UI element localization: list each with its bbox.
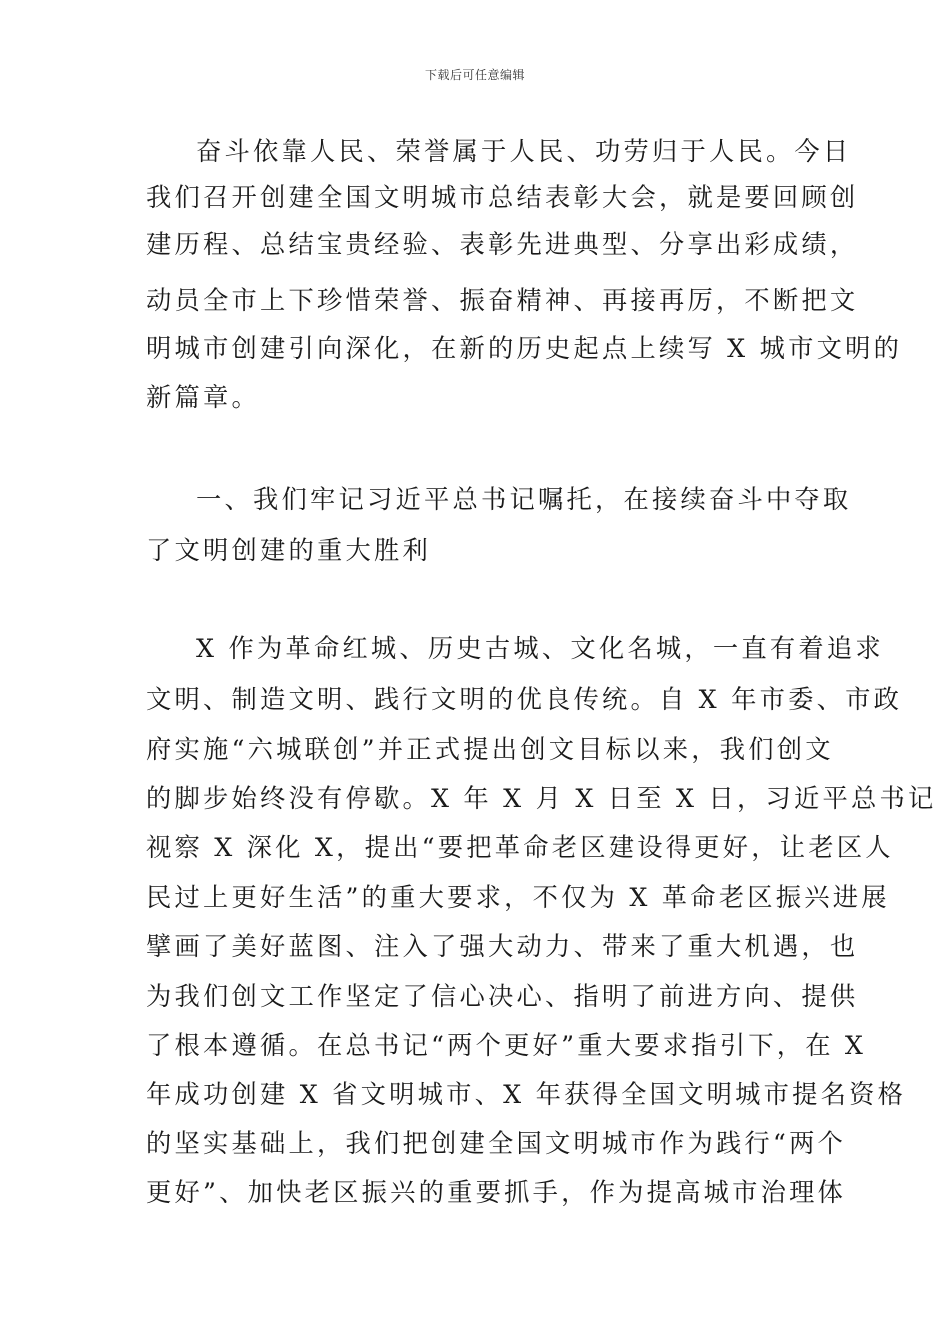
paragraph-3-line-7: 擘画了美好蓝图、注入了强大动力、带来了重大机遇，也 bbox=[146, 932, 859, 961]
paragraph-3-line-6: 民过上更好生活”的重大要求，不仅为 X 革命老区振兴进展 bbox=[146, 883, 890, 912]
paragraph-3-line-9: 了根本遵循。在总书记“两个更好”重大要求指引下，在 X bbox=[146, 1031, 867, 1060]
paragraph-3-line-3: 府实施“六城联创”并正式提出创文目标以来，我们创文 bbox=[146, 735, 834, 764]
paragraph-3-line-5: 视察 X 深化 X，提出“要把革命老区建设得更好，让老区人 bbox=[146, 833, 894, 862]
paragraph-1-line-6: 新篇章。 bbox=[146, 383, 260, 412]
paragraph-1-line-3: 建历程、总结宝贵经验、表彰先进典型、分享出彩成绩， bbox=[146, 230, 859, 259]
paragraph-1-line-2: 我们召开创建全国文明城市总结表彰大会，就是要回顾创 bbox=[146, 183, 859, 212]
paragraph-3-line-10: 年成功创建 X 省文明城市、X 年获得全国文明城市提名资格 bbox=[146, 1080, 907, 1109]
paragraph-3-line-4: 的脚步始终没有停歇。X 年 X 月 X 日至 X 日，习近平总书记 bbox=[146, 784, 937, 813]
paragraph-1-line-4: 动员全市上下珍惜荣誉、振奋精神、再接再厉，不断把文 bbox=[146, 286, 859, 315]
section-heading-line-1: 一、我们牢记习近平总书记嘱托，在接续奋斗中夺取 bbox=[196, 485, 852, 514]
paragraph-3-line-11: 的坚实基础上，我们把创建全国文明城市作为践行“两个 bbox=[146, 1129, 847, 1158]
paragraph-1-line-1: 奋斗依靠人民、荣誉属于人民、功劳归于人民。今日 bbox=[196, 137, 852, 166]
paragraph-3-line-12: 更好”、加快老区振兴的重要抓手，作为提高城市治理体 bbox=[146, 1178, 847, 1207]
section-heading-line-2: 了文明创建的重大胜利 bbox=[146, 536, 431, 565]
page-header: 下载后可任意编辑 bbox=[424, 68, 525, 82]
paragraph-3-line-2: 文明、制造文明、践行文明的优良传统。自 X 年市委、市政 bbox=[146, 685, 903, 714]
paragraph-1-line-5: 明城市创建引向深化，在新的历史起点上续写 X 城市文明的 bbox=[146, 334, 903, 363]
paragraph-3-line-1: X 作为革命红城、历史古城、文化名城，一直有着追求 bbox=[196, 634, 884, 663]
paragraph-3-line-8: 为我们创文工作坚定了信心决心、指明了前进方向、提供 bbox=[146, 982, 859, 1011]
